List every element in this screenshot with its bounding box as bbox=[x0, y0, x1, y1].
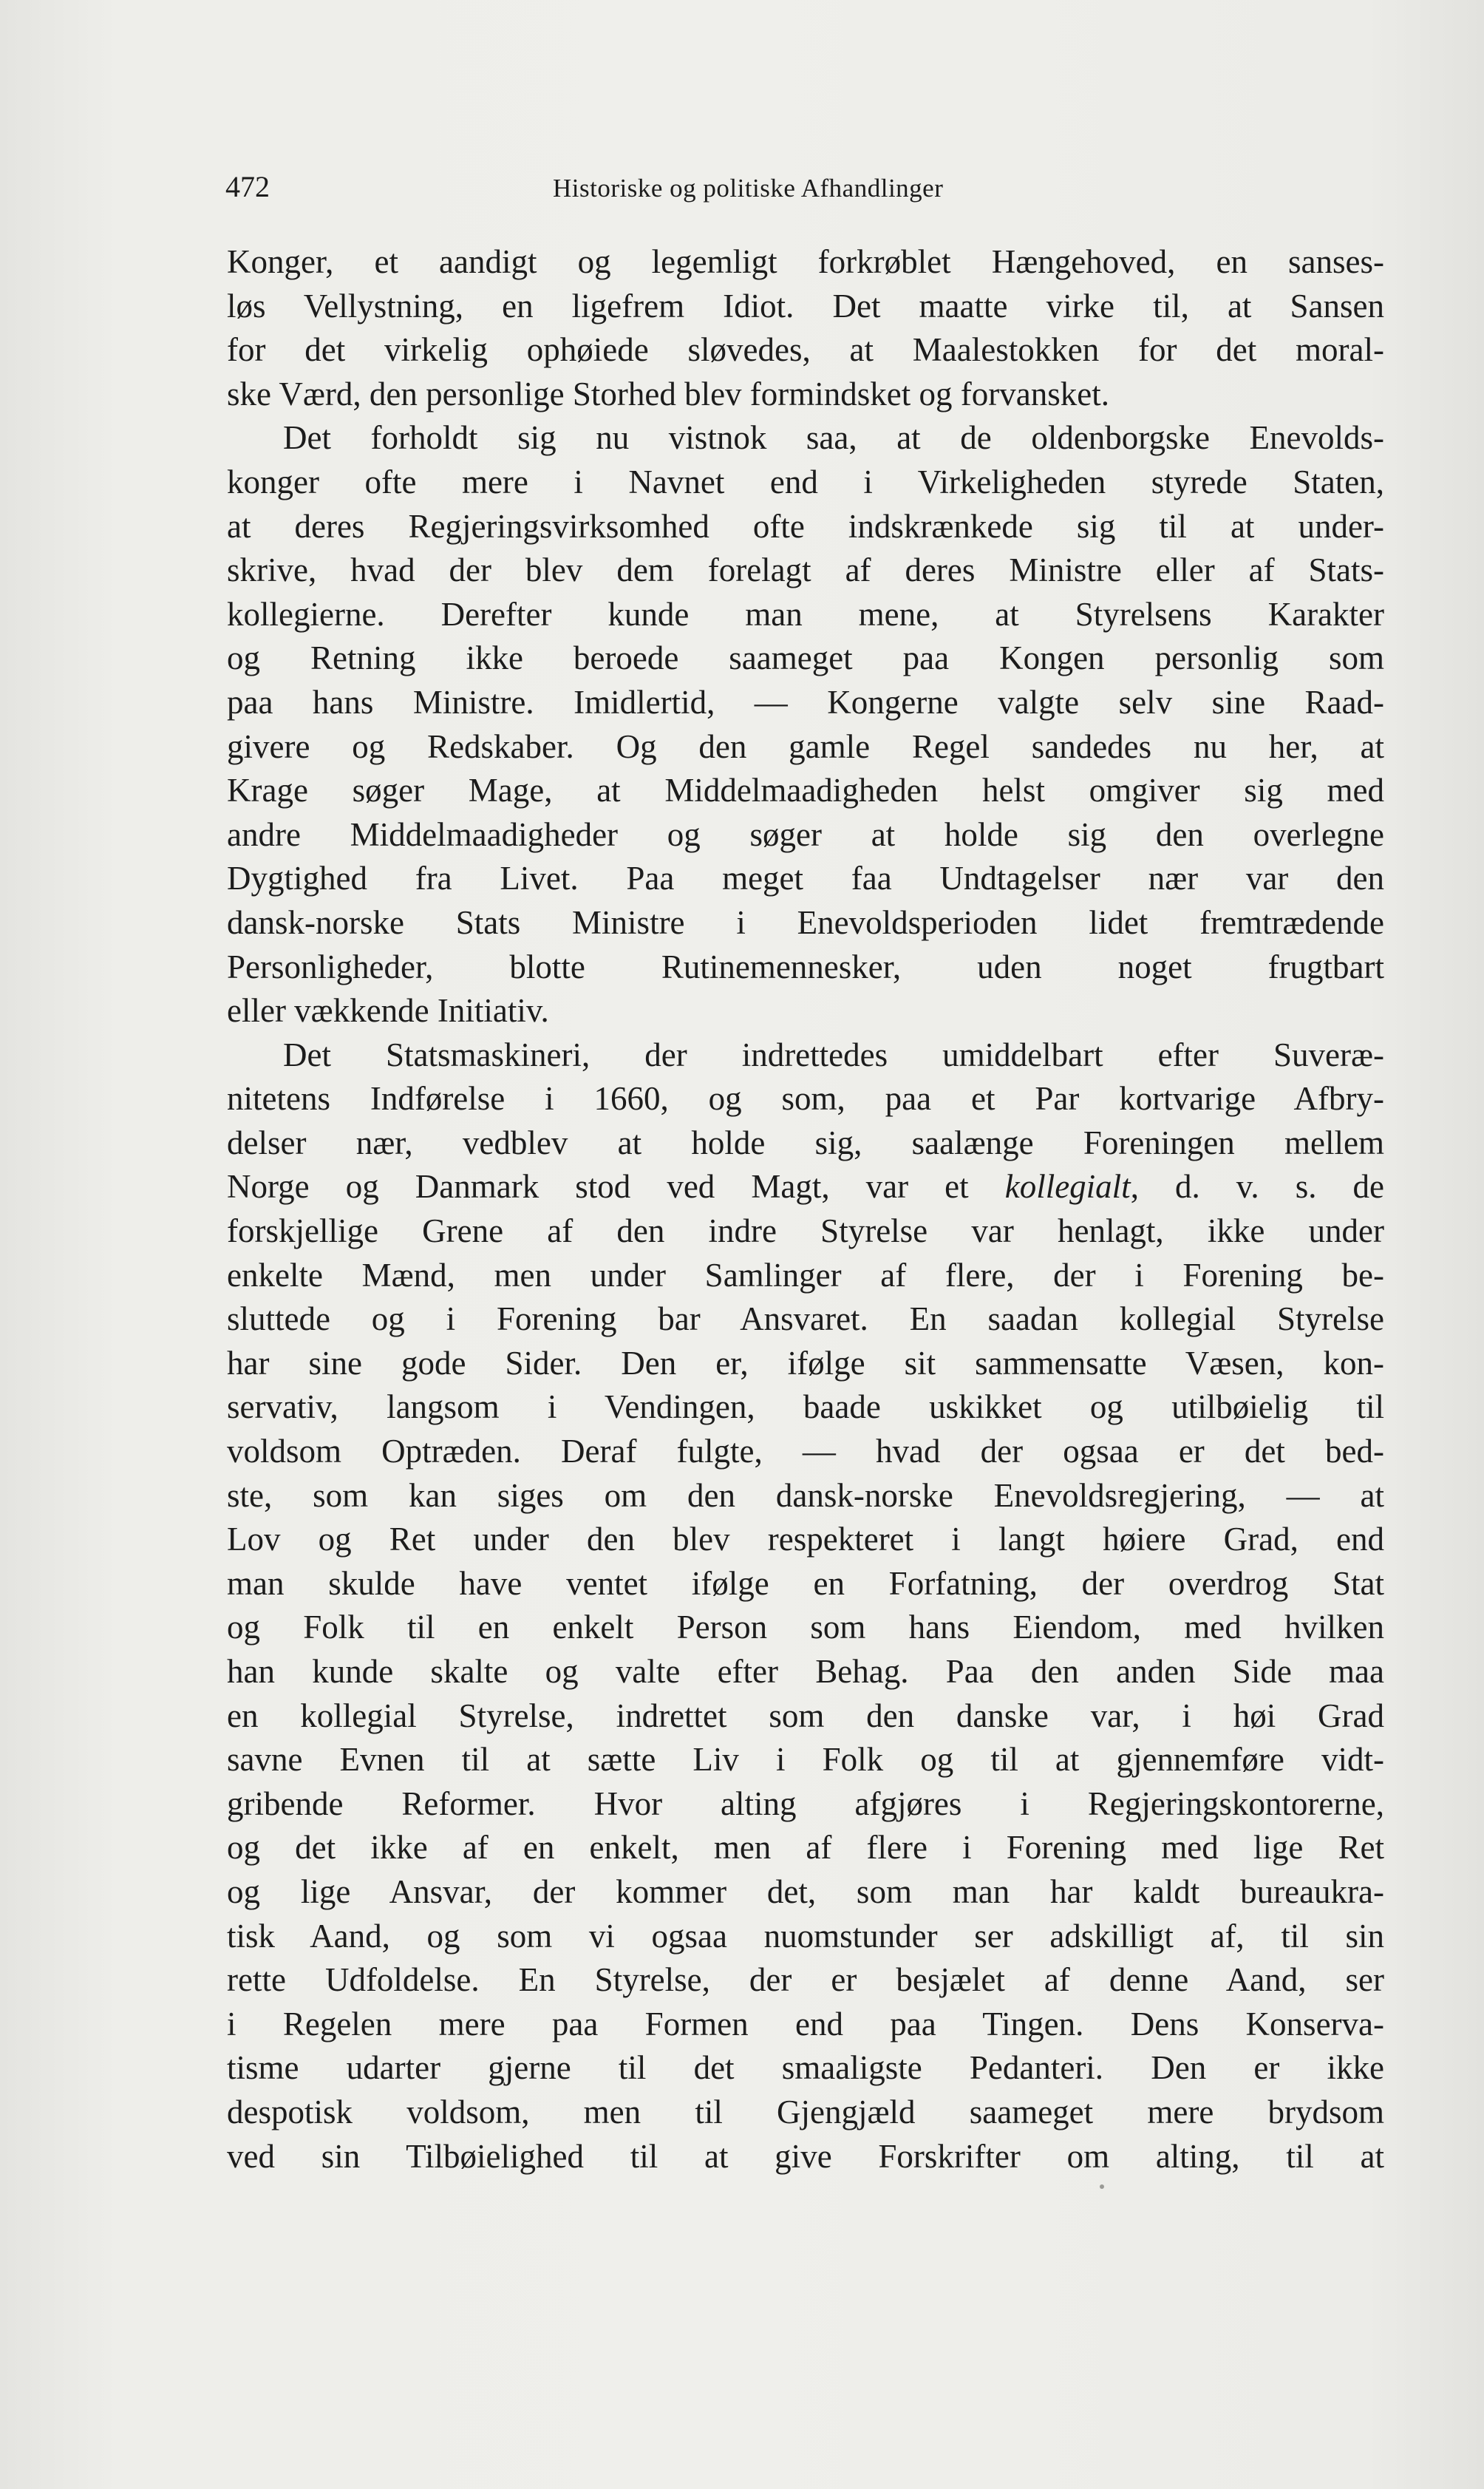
text-line: han kunde skalte og valte efter Behag. Paa den anden Side maa bbox=[227, 1653, 1384, 1690]
text-line: at deres Regjeringsvirksomhed ofte indskrænkede sig til at under- bbox=[227, 507, 1384, 545]
page-number: 472 bbox=[225, 170, 270, 203]
text-line: og Folk til en enkelt Person som hans Eiendom, med hvilken bbox=[227, 1609, 1384, 1646]
text-line: i Regelen mere paa Formen end paa Tingen. Dens Konserva- bbox=[227, 2005, 1384, 2043]
text-line: og lige Ansvar, der kommer det, som man har kaldt bureaukra- bbox=[227, 1872, 1384, 1910]
text-line: dansk-norske Stats Ministre i Enevoldsperioden lidet fremtrædende bbox=[227, 903, 1384, 941]
text-line: tisme udarter gjerne til det smaaligste Pedanteri. Den er ikke bbox=[227, 2049, 1384, 2087]
text-line: Dygtighed fra Livet. Paa meget faa Undtagelser nær var den bbox=[227, 860, 1384, 897]
text-line: rette Udfoldelse. En Styrelse, der er besjælet af denne Aand, ser bbox=[227, 1961, 1384, 1999]
text-line: ske Værd, den personlige Storhed blev formindsket og forvansket. bbox=[227, 375, 1109, 412]
running-title: Historiske og politiske Afhandlinger bbox=[553, 174, 944, 203]
page-header bbox=[225, 169, 1386, 206]
text-line: og Retning ikke beroede saameget paa Kongen personlig som bbox=[227, 639, 1384, 677]
paper-speck bbox=[1100, 2184, 1104, 2189]
text-line: ste, som kan siges om den dansk-norske Enevoldsregjering, — at bbox=[227, 1476, 1384, 1514]
text-line: Personligheder, blotte Rutinemennesker, uden noget frugtbart bbox=[227, 948, 1384, 985]
text-line: ved sin Tilbøielighed til at give Forskrifter om alting, til at bbox=[227, 2137, 1384, 2175]
text-line: konger ofte mere i Navnet end i Virkeligheden styrede Staten, bbox=[227, 463, 1384, 500]
text-line: enkelte Mænd, men under Samlinger af flere, der i Forening be- bbox=[227, 1256, 1384, 1294]
text-line: Konger, et aandigt og legemligt forkrøblet Hængehoved, en sanses- bbox=[227, 243, 1384, 280]
text-line: savne Evnen til at sætte Liv i Folk og til at gjennemføre vidt- bbox=[227, 1741, 1384, 1779]
text-line: sluttede og i Forening bar Ansvaret. En saadan kollegial Styrelse bbox=[227, 1300, 1384, 1338]
text-line: kollegierne. Derefter kunde man mene, at Styrelsens Karakter bbox=[227, 595, 1384, 633]
text-line: Norge og Danmark stod ved Magt, var et kollegialt, d. v. s. de bbox=[227, 1168, 1384, 1206]
body-text bbox=[227, 240, 1384, 2179]
text-line: har sine gode Sider. Den er, ifølge sit sammensatte Væsen, kon- bbox=[227, 1344, 1384, 1382]
text-line: løs Vellystning, en ligefrem Idiot. Det maatte virke til, at Sansen bbox=[227, 287, 1384, 325]
text-line: givere og Redskaber. Og den gamle Regel sandedes nu her, at bbox=[227, 727, 1384, 765]
text-line: Krage søger Mage, at Middelmaadigheden helst omgiver sig med bbox=[227, 772, 1384, 809]
text-line: voldsom Optræden. Deraf fulgte, — hvad der ogsaa er det bed- bbox=[227, 1433, 1384, 1470]
text-line: nitetens Indførelse i 1660, og som, paa et Par kortvarige Afbry- bbox=[227, 1080, 1384, 1118]
text-line: man skulde have ventet ifølge en Forfatning, der overdrog Stat bbox=[227, 1564, 1384, 1602]
text-line: for det virkelig ophøiede sløvedes, at Maalestokken for det moral- bbox=[227, 331, 1384, 369]
text-line: servativ, langsom i Vendingen, baade uskikket og utilbøielig til bbox=[227, 1388, 1384, 1426]
text-line: eller vækkende Initiativ. bbox=[227, 992, 549, 1030]
emphasized-word: kollegialt bbox=[1004, 1168, 1131, 1206]
text-line: tisk Aand, og som vi ogsaa nuomstunder ser adskilligt af, til sin bbox=[227, 1917, 1384, 1955]
text-line: en kollegial Styrelse, indrettet som den danske var, i høi Grad bbox=[227, 1697, 1384, 1734]
text-line: Det Statsmaskineri, der indrettedes umiddelbart efter Suveræ- bbox=[283, 1036, 1384, 1073]
text-line: Det forholdt sig nu vistnok saa, at de oldenborgske Enevolds- bbox=[283, 419, 1384, 457]
text-line: andre Middelmaadigheder og søger at holde sig den overlegne bbox=[227, 815, 1384, 853]
text-line: delser nær, vedblev at holde sig, saalænge Foreningen mellem bbox=[227, 1124, 1384, 1161]
text-line: og det ikke af en enkelt, men af flere i Forening med lige Ret bbox=[227, 1829, 1384, 1867]
text-line: gribende Reformer. Hvor alting afgjøres i Regjeringskontorerne, bbox=[227, 1785, 1384, 1822]
text-line: forskjellige Grene af den indre Styrelse var henlagt, ikke under bbox=[227, 1212, 1384, 1250]
text-line: paa hans Ministre. Imidlertid, — Kongerne valgte selv sine Raad- bbox=[227, 683, 1384, 721]
text-line: despotisk voldsom, men til Gjengjæld saameget mere brydsom bbox=[227, 2093, 1384, 2130]
text-line: skrive, hvad der blev dem forelagt af deres Ministre eller af Stats- bbox=[227, 551, 1384, 589]
text-line: Lov og Ret under den blev respekteret i langt høiere Grad, end bbox=[227, 1521, 1384, 1558]
